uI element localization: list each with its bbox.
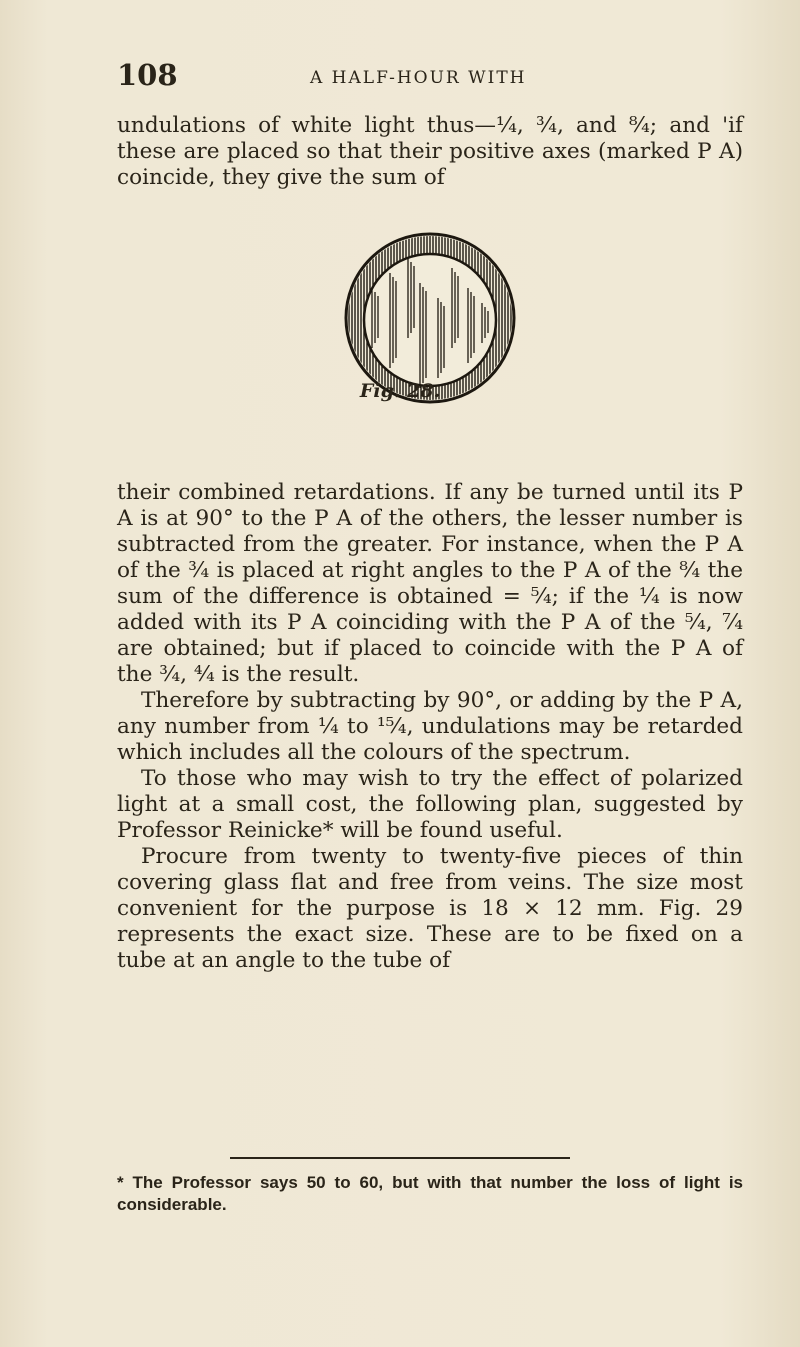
- figure-caption: Fig. 28.: [359, 380, 441, 402]
- paragraph-4: Procure from twenty to twenty-five pieces of thin covering glass flat and free from veins. The size most convenient for the purpose is 18 × 12 mm. Fig. 29 represents the exact size. These are to be fixed on a tube at an angle to the tube of: [117, 844, 743, 973]
- paragraph-1: their combined retardations. If any be turned until its P A is at 90° to the P A of the others, the lesser number is subtracted from the greater. For instance, when the P A of the ¾ is placed at right angles to the P A of the ⁸⁄₄ the sum of the difference is obtained = ⁵⁄₄; if the ¼ is now added with its P A coinciding with the P A of the ⁵⁄₄, ⁷⁄₄ are obtained; but if placed to coincide with the P A of the ¾, ⁴⁄₄ is the result.: [117, 480, 743, 687]
- text-block-top: [117, 113, 743, 191]
- page-header: [117, 58, 740, 98]
- paragraph-3: To those who may wish to try the effect of polarized light at a small cost, the following plan, suggested by Professor Reinicke* will be found useful.: [117, 766, 743, 843]
- paragraph-top: undulations of white light thus—¼, ¾, and ⁸⁄₄; and 'if these are placed so that their positive axes (marked P A) coincide, they give the sum of: [117, 113, 743, 190]
- text-block-main: [117, 480, 743, 974]
- running-title: A HALF-HOUR WITH: [310, 68, 527, 88]
- footnote: * The Professor says 50 to 60, but with that number the loss of light is considerable.: [117, 1173, 743, 1214]
- footnote-divider: [230, 1157, 570, 1159]
- inner-circle: [364, 254, 496, 386]
- paragraph-2: Therefore by subtracting by 90°, or adding by the P A, any number from ¼ to ¹⁵⁄₄, undulations may be retarded which includes all the colours of the spectrum.: [117, 688, 743, 765]
- page-number: 108: [117, 58, 178, 92]
